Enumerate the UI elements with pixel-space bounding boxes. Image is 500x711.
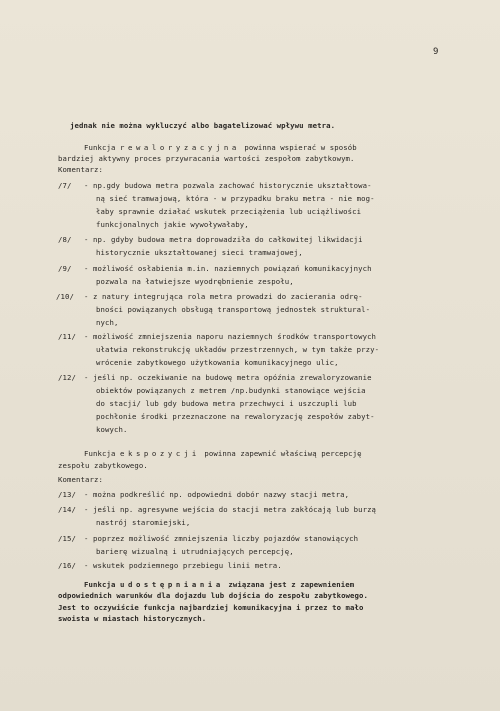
- item-number: /11/: [58, 332, 76, 341]
- function-label: Funkcja: [84, 449, 116, 458]
- paragraph-heading-line: [84, 449, 362, 458]
- item-text-line: funkcjonalnych jakie wywoływałaby,: [96, 220, 249, 229]
- item-text-line: ną sieć tramwajową, która - w przypadku braku metra - nie mog-: [96, 194, 375, 203]
- paragraph-heading-line: [84, 580, 354, 589]
- item-text-line: - można podkreślić np. odpowiedni dobór nazwy stacji metra,: [84, 490, 350, 499]
- item-text-line: nych,: [96, 318, 119, 327]
- paragraph-text: powinna wspierać w sposób: [244, 143, 357, 152]
- item-text-line: - jeśli np. agresywne wejścia do stacji metra zakłócają lub burzą: [84, 505, 377, 514]
- paragraph-line: bardziej aktywny proces przywracania wartości zespołom zabytkowym.: [58, 154, 355, 163]
- item-text-line: ułatwia rekonstrukcję układów przestrzennych, w tym także przy-: [96, 345, 380, 354]
- item-text-line: obiektów powiązanych z metrem /np.budynki stanowiące wejścia: [96, 386, 366, 395]
- item-number: /10/: [56, 292, 74, 301]
- function-name: ekspozycji: [119, 449, 200, 458]
- function-name: udostępniania: [119, 580, 224, 589]
- item-number: /15/: [58, 534, 76, 543]
- item-number: /16/: [58, 561, 76, 570]
- page-number: 9: [433, 47, 439, 57]
- komentarz-label: Komentarz:: [58, 475, 103, 484]
- item-text-line: - możliwość osłabienia m.in. naziemnych powiązań komunikacyjnych: [84, 264, 372, 273]
- paragraph-line: odpowiednich warunków dla dojazdu lub dojścia do zespołu zabytkowego.: [58, 591, 369, 600]
- item-text-line: - z natury integrująca rola metra prowadzi do zacierania odrę-: [84, 292, 363, 301]
- item-text-line: kowych.: [96, 425, 128, 434]
- paragraph-heading-line: [84, 143, 357, 152]
- item-text-line: - np.gdy budowa metra pozwala zachować historycznie ukształtowa-: [84, 181, 372, 190]
- paragraph-line: zespołu zabytkowego.: [58, 461, 148, 470]
- paragraph-line: Jest to oczywiście funkcja najbardziej komunikacyjna i przez to mało: [58, 603, 364, 612]
- item-text-line: wrócenie zabytkowego użytkowania komunikacyjnego ulic,: [96, 358, 339, 367]
- item-text-line: - poprzez możliwość zmniejszenia liczby pojazdów stanowiących: [84, 534, 359, 543]
- item-number: /14/: [58, 505, 76, 514]
- paragraph-text: powinna zapewnić właściwą percepcję: [204, 449, 362, 458]
- item-text-line: - możliwość zmniejszenia naporu naziemnych środków transportowych: [84, 332, 377, 341]
- item-text-line: - wskutek podziemnego przebiegu linii metra.: [84, 561, 282, 570]
- item-text-line: - jeśli np. oczekiwanie na budowę metra opóźnia zrewaloryzowanie: [84, 373, 372, 382]
- paragraph-line: swoista w miastach historycznych.: [58, 614, 207, 623]
- item-number: /12/: [58, 373, 76, 382]
- item-text-line: bności powiązanych obsługą transportową jednostek struktural-: [96, 305, 371, 314]
- item-text-line: historycznie ukształtowanej sieci tramwajowej,: [96, 248, 303, 257]
- item-text-line: pozwala na łatwiejsze wyodrębnienie zespołu,: [96, 277, 294, 286]
- item-text-line: barierę wizualną i utrudniających percepcję,: [96, 547, 294, 556]
- item-number: /7/: [58, 181, 72, 190]
- item-text-line: łaby sprawnie działać wskutek przeciążenia lub uciążliwości: [96, 207, 362, 216]
- function-label: Funkcja: [84, 143, 116, 152]
- item-number: /8/: [58, 235, 72, 244]
- komentarz-label: Komentarz:: [58, 165, 103, 174]
- item-text-line: - np. gdyby budowa metra doprowadziła do całkowitej likwidacji: [84, 235, 363, 244]
- paragraph-text: związana jest z zapewnieniem: [228, 580, 355, 589]
- item-text-line: do stacji/ lub gdy budowa metra przechwyci i uszczupli lub: [96, 399, 357, 408]
- function-label: Funkcja: [84, 580, 116, 589]
- item-text-line: pochłonie środki przeznaczone na rewaloryzację zespołów zabyt-: [96, 412, 375, 421]
- item-text-line: nastrój staromiejski,: [96, 518, 191, 527]
- function-name: rewaloryzacyjna: [119, 143, 240, 152]
- paragraph-line: jednak nie można wykluczyć albo bagatelizować wpływu metra.: [70, 121, 336, 130]
- item-number: /9/: [58, 264, 72, 273]
- item-number: /13/: [58, 490, 76, 499]
